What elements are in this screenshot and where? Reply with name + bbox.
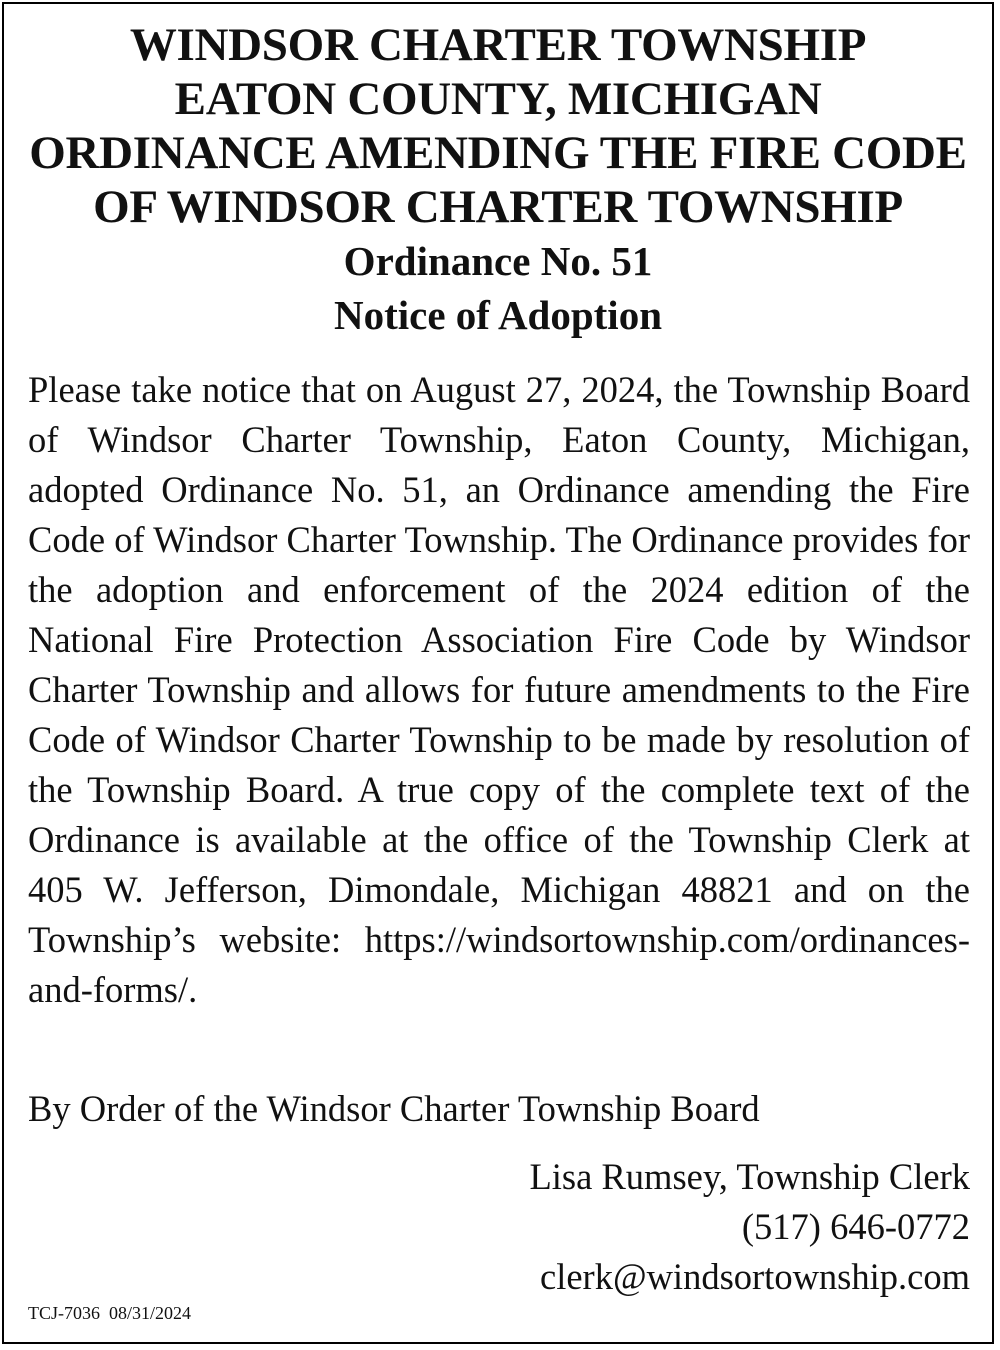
ordinance-number: Ordinance No. 51 [343, 238, 653, 284]
notice-header [4, 18, 992, 342]
township-name: WINDSOR CHARTER TOWNSHIP [129, 19, 867, 71]
notice-body [28, 365, 970, 1015]
county-state: EATON COUNTY, MICHIGAN [174, 73, 822, 125]
ordinance-title-line-1: ORDINANCE AMENDING THE FIRE CODE [29, 127, 967, 179]
publication-reference: TCJ-7036 08/31/2024 [28, 1303, 192, 1323]
order-line: By Order of the Windsor Charter Township Board [28, 1088, 760, 1129]
clerk-phone: (517) 646-0772 [741, 1206, 970, 1247]
clerk-name-title: Lisa Rumsey, Township Clerk [529, 1156, 970, 1197]
clerk-email: clerk@windsortownship.com [540, 1256, 970, 1297]
ordinance-title-line-2: OF WINDSOR CHARTER TOWNSHIP [93, 181, 903, 233]
legal-notice [2, 2, 994, 1344]
notice-paragraph: Please take notice that on August 27, 2024, the Township Board of Windsor Charter Township, Eaton County, Michigan, adopted Ordinance No. 51, an Ordinance amending the Fire Code of Windsor Charter Township. The Ordinance provides for the adoption and enforcement of the 2024 edition of the National Fire Protection Association Fire Code by Windsor Charter Township and allows for future amendments to the Fire Code of Windsor Charter Township to be made by resolution of the Township Board. A true copy of the complete text of the Ordinance is available at the office of the Township Clerk at 405 W. Jefferson, Dimondale, Michigan 48821 and on the Township’s website: https://windsortownship.​com/ordinances-and-forms/. [28, 369, 970, 1010]
notice-title: Notice of Adoption [334, 292, 662, 338]
signature-block [530, 1152, 971, 1302]
